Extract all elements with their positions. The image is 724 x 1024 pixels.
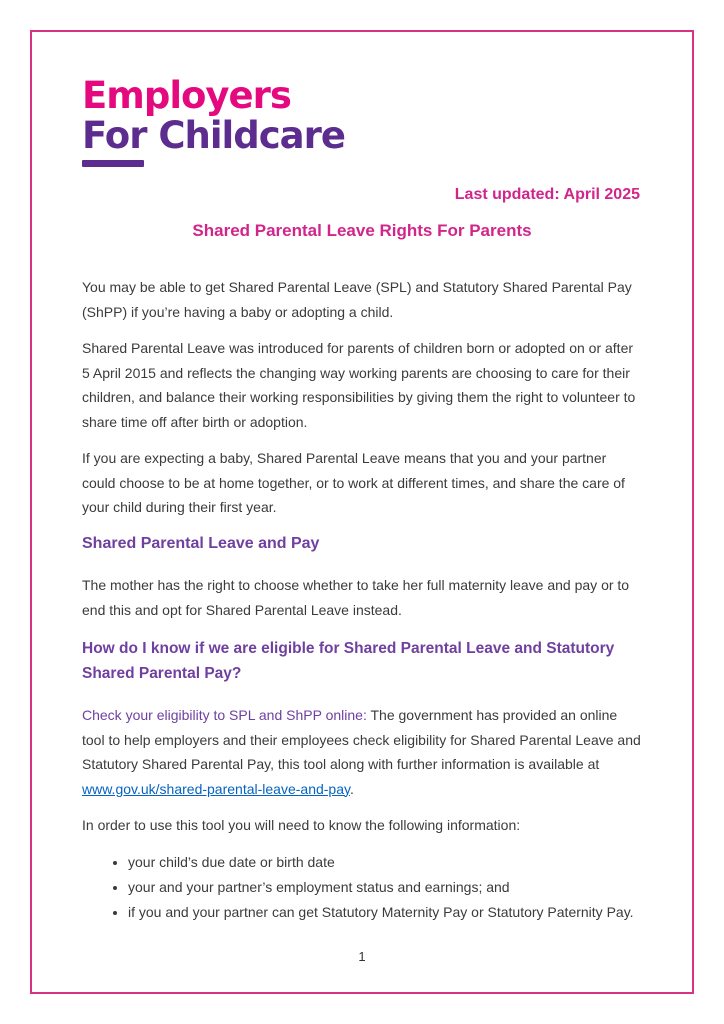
document-body [82, 275, 642, 925]
eligibility-lead-in: Check your eligibility to SPL and ShPP online: [82, 707, 367, 723]
paragraph-intro-3: If you are expecting a baby, Shared Parental Leave means that you and your partner could choose to be at home together, or to work at different times, and share the care of your child during their first year. [82, 450, 625, 515]
page-border-frame [30, 30, 694, 994]
paragraph-tool-intro: In order to use this tool you will need to know the following information: [82, 817, 521, 833]
document-header [82, 74, 642, 203]
list-item-due-date: • your child’s due date or birth date [128, 850, 642, 875]
heading-eligibility-question: How do I know if we are eligible for Shared Parental Leave and Statutory Shared Parental Pay? [82, 640, 615, 682]
page-number: 1 [358, 949, 366, 964]
paragraph-eligibility [82, 703, 642, 801]
eligibility-sentence-end: . [349, 780, 354, 797]
logo-word-childcare: Childcare [158, 114, 345, 157]
list-item-employment-status: • your and your partner’s employment status and earnings; and [128, 875, 642, 900]
paragraph-leave-and-pay: The mother has the right to choose whether to take her full maternity leave and pay or to end this and opt for Shared Parental Leave instead. [82, 577, 630, 618]
paragraph-intro-2: Shared Parental Leave was introduced for parents of children born or adopted on or after 5 April 2015 and reflects the changing way working parents are choosing to care for their children, and balance their working responsibilities by giving them the right to volunteer to share time off after birth or adoption. [82, 340, 636, 430]
paragraph-intro-1: You may be able to get Shared Parental Leave (SPL) and Statutory Shared Parental Pay (ShPP) if you’re having a baby or adopting a child. [82, 279, 632, 320]
last-updated-label: Last updated: April 2025 [454, 186, 640, 203]
logo-wordmark-for-childcare [82, 116, 345, 156]
page-title: Shared Parental Leave Rights For Parents [192, 221, 532, 240]
logo-underline [82, 160, 144, 167]
list-item-statutory-pay: • if you and your partner can get Statutory Maternity Pay or Statutory Paternity Pay. [128, 900, 642, 925]
eligibility-body-text: The government has provided an online tool to help employers and their employees check eligibility for Shared Parental Leave and Statutory Shared Parental Pay, this tool along with further information is available at [82, 707, 641, 772]
required-information-list [82, 850, 642, 925]
gov-uk-shared-parental-leave-link[interactable]: www.gov.uk/shared-parental-leave-and-pay [82, 780, 350, 797]
heading-shared-parental-leave-and-pay: Shared Parental Leave and Pay [82, 534, 320, 552]
logo [82, 76, 345, 167]
logo-word-for: For [82, 114, 147, 157]
logo-wordmark-employers: Employers [82, 74, 291, 117]
